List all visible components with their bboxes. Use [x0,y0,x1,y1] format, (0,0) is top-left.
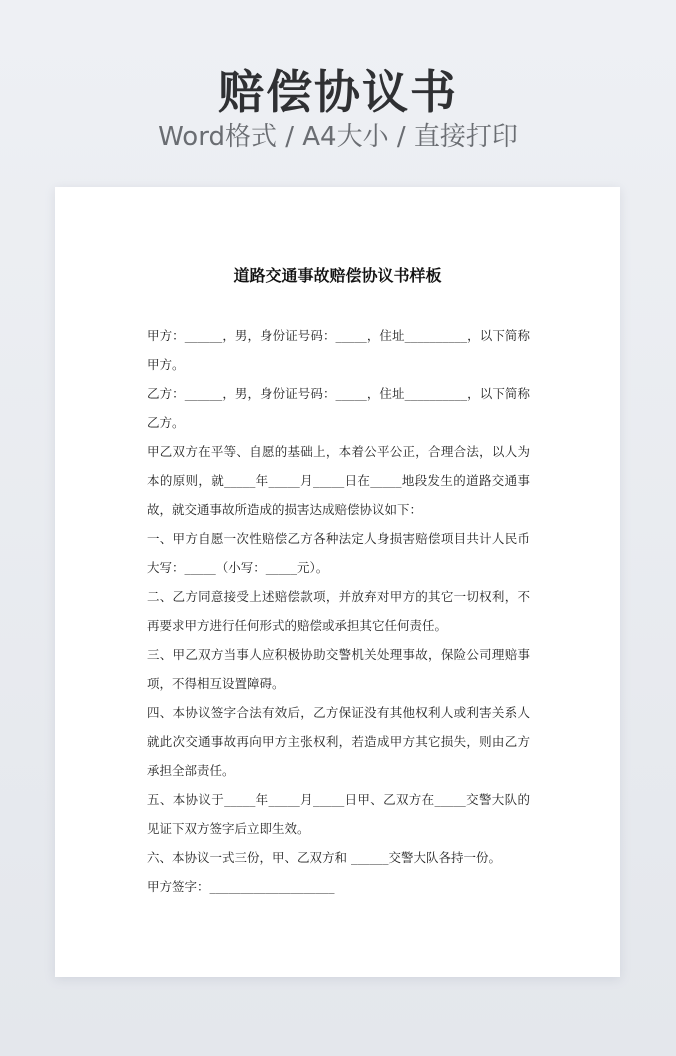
clause-2: 二、乙方同意接受上述赔偿款项，并放弃对甲方的其它一切权利，不再要求甲方进行任何形式的赔偿或承担其它任何责任。 [147,589,530,633]
preamble-paragraph: 甲乙双方在平等、自愿的基础上，本着公平公正，合理合法，以人为本的原则，就_____年_____月_____日在_____地段发生的道路交通事故，就交通事故所造成的损害达成赔偿协议如下： [147,444,530,517]
document-page [55,187,620,977]
document-body [147,321,530,901]
clause-5: 五、本协议于_____年_____月_____日甲、乙双方在_____交警大队的见证下双方签字后立即生效。 [147,792,530,836]
document-title: 道路交通事故赔偿协议书样板 [233,266,442,285]
clause-4: 四、本协议签字合法有效后，乙方保证没有其他权利人或利害关系人就此次交通事故再向甲方主张权利，若造成甲方其它损失，则由乙方承担全部责任。 [147,705,530,778]
party-b-paragraph: 乙方：______，男，身份证号码：_____，住址__________，以下简称乙方。 [147,386,530,430]
party-a-signature-line: 甲方签字：____________________ [147,879,335,894]
clause-3: 三、甲乙双方当事人应积极协助交警机关处理事故，保险公司理赔事项，不得相互设置障碍。 [147,647,530,691]
clause-6: 六、本协议一式三份，甲、乙双方和 ______交警大队各持一份。 [147,850,501,865]
clause-1: 一、甲方自愿一次性赔偿乙方各种法定人身损害赔偿项目共计人民币大写：_____（小写：_____元）。 [147,531,530,575]
party-a-paragraph: 甲方：______，男，身份证号码：_____，住址__________，以下简称甲方。 [147,328,530,372]
banner-title: 赔偿协议书 [218,65,458,119]
banner-subtitle: Word格式 / A4大小 / 直接打印 [158,122,518,152]
